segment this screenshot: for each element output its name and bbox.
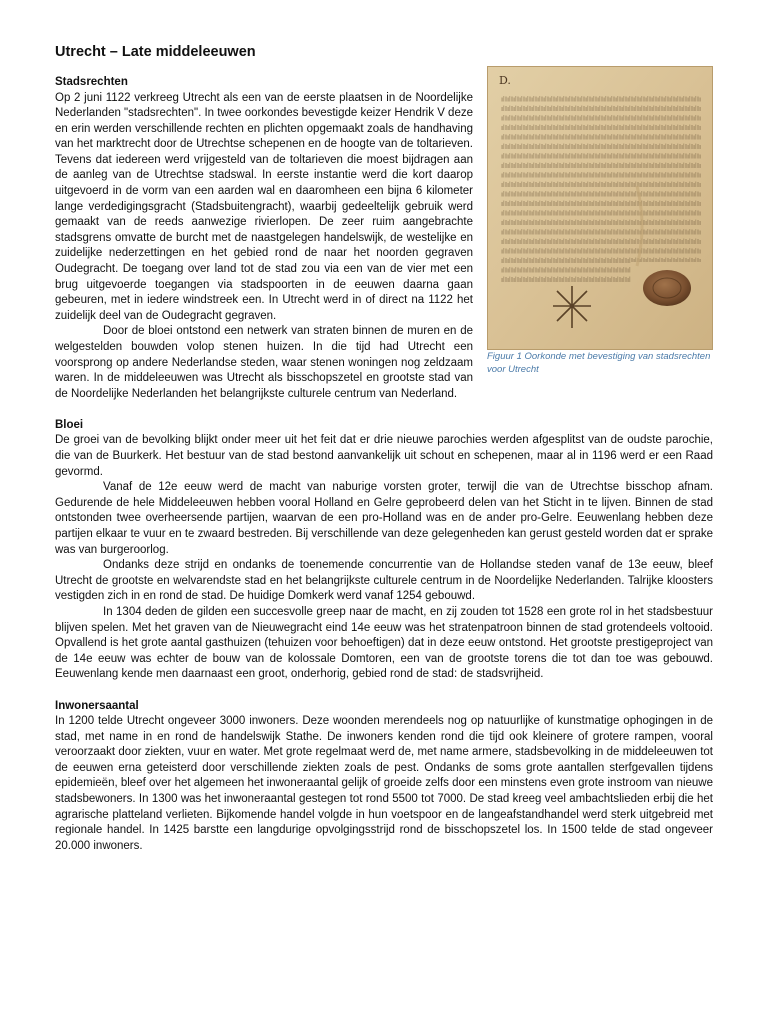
section-heading: Stadsrechten bbox=[55, 76, 128, 88]
paragraph: De groei van de bevolking blijkt onder meer uit het feit dat er drie nieuwe parochies werden afgesplitst van de oudste parochie, die van de Buurkerk. Het bestuur van de stad bestond aanvankelijk uit schout en schepenen, maar al in 1196 werd er een Raad gevormd. bbox=[55, 434, 713, 478]
section-heading: Inwonersaantal bbox=[55, 699, 139, 712]
charter-image bbox=[487, 66, 713, 350]
paragraph: In 1304 deden de gilden een succesvolle greep naar de macht, en zij zouden tot 1528 een grote rol in het stadsbestuur blijven spelen. Met het graven van de Nieuwegracht eind 14e eeuw was het stratenpatroon binnen de stad grotendeels voltooid. Opvallend is het grote aantal gasthuizen (tehuizen voor behoeftigen) dat in deze eeuw ontstond. Het grootste prestigeproject van de 14e eeuw was echter de bouw van de kolossale Domtoren, een van de grootste torens die tot dan toe was gebouwd. Eeuwenlang kende men daarnaast een groot, onderhorig, gebied rond de stad: de stadsvrijheid. bbox=[55, 606, 713, 681]
figure bbox=[487, 66, 713, 376]
paragraph: Ondanks deze strijd en ondanks de toenemende concurrentie van de Hollandse steden vanaf de 13e eeuw, bleef Utrecht de grootste en welvarendste stad en het belangrijkste culturele centrum in de Noordelijke Nederlanden. Talrijke kloosters vestigden zich in en rond de stad. De huidige Domkerk werd vanaf 1254 gebouwd. bbox=[55, 559, 713, 603]
paragraph: Vanaf de 12e eeuw werd de macht van naburige vorsten groter, terwijl die van de Utrechtse bisschop afnam. Gedurende de hele Middeleeuwen hebben vooral Holland en Gelre geprobeerd delen van het Sticht in te lijven. Binnen de stad ontstonden twee overheersende partijen, waarvan de een pro-Holland was en de ander pro-Gelre. Eeuwenlang hebben deze partijen elkaar te vuur en te zwaard bestreden. Bij verschillende van deze gelegenheden kan gerust gesteld worden dat er sprake was van burgeroorlog. bbox=[55, 481, 713, 556]
document-page bbox=[55, 44, 713, 870]
section-bloei bbox=[55, 418, 713, 683]
section-heading: Bloei bbox=[55, 418, 84, 431]
paragraph: In 1200 telde Utrecht ongeveer 3000 inwoners. Deze woonden merendeels nog op natuurlijke of kunstmatige ophogingen in de stad, met name in en rond de handelswijk Stathe. De inwoners kenden rond die tijd ook kleinere of grotere rampen, vooral veroorzaakt door ziekten, vuur en water. Met grote regelmaat werd de, met name armere, stadsbevolking in de middeleeuwen tot de eeuwen erna geteisterd door verschillende ziekten zoals de pest. Ondanks de soms grote aantallen sterfgevallen tijdens epidemieën, bleef over het algemeen het inwoneraantal gelijk of groeide zelfs door een minstens even grote instroom van nieuwe stadsbewoners. In 1300 was het inwoneraantal gestegen tot rond 5500 tot 7000. De stad kreeg veel ambachtslieden erbij die het agrarische platteland verlieten. Bijkomende handel volgde in hun voetspoor en de langeafstandhandel werd sterk uitgebreid met regionale handel. In 1425 barstte een langdurige opvolgingsstrijd rond de bisschopszetel los. In 1500 telde de stad ongeveer 20.000 inwoners. bbox=[55, 715, 713, 852]
section-inwonersaantal bbox=[55, 699, 713, 855]
figure-caption: Figuur 1 Oorkonde met bevestiging van stadsrechten voor Utrecht bbox=[487, 351, 711, 375]
section-stadsrechten bbox=[55, 75, 713, 402]
document-title: Utrecht – Late middeleeuwen bbox=[55, 44, 256, 60]
paragraph: Op 2 juni 1122 verkreeg Utrecht als een van de eerste plaatsen in de Noordelijke Nederlanden "stadsrechten". In twee oorkondes bevestigde keizer Hendrik V deze en erin werden verschillende rechten en plichten opgemaakt zoals de handhaving van het marktrecht door de Utrechtse schepenen en de hoogte van de toltarieven. Tevens dat iedereen werd vrijgesteld van de toltarieven die moest bijdragen aan de aanleg van de Utrechtse stadswal. In eerste instantie werd die kort daarop uitgevoerd in de vorm van een aarden wal en daaromheen een bijna 6 kilometer lange verdedigingsgracht (Stadsbuitengracht), waarbij gedeeltelijk gebruik werd gemaakt van de reeds aanwezige rivierlopen. De zeer ruim aangebrachte stadsgrens omvatte de burcht met de naastgelegen handelswijk, de westelijke en zuidelijke nederzettingen en het gebied rond de naar het noorden gegraven Oudegracht. De toegang over land tot de stad zou via een van de vier met een brug uitgevoerde toegangen via stadspoorten in de eeuwen daarna gaan gebeuren, met in iedere windstreek een. In Utrecht werd in of direct na 1122 het zuidelijk deel van de Oudegracht gegraven. bbox=[55, 91, 473, 322]
paragraph: Door de bloei ontstond een netwerk van straten binnen de muren en de welgestelden bouwden volop stenen huizen. In die tijd had Utrecht een voorsprong op andere Nederlandse steden, waar stenen woningen nog zeldzaam waren. In de middeleeuwen was Utrecht als bisschopszetel en grootste stad van de Noordelijke Nederlanden het belangrijkste culturele centrum van Nederland. bbox=[55, 325, 473, 400]
